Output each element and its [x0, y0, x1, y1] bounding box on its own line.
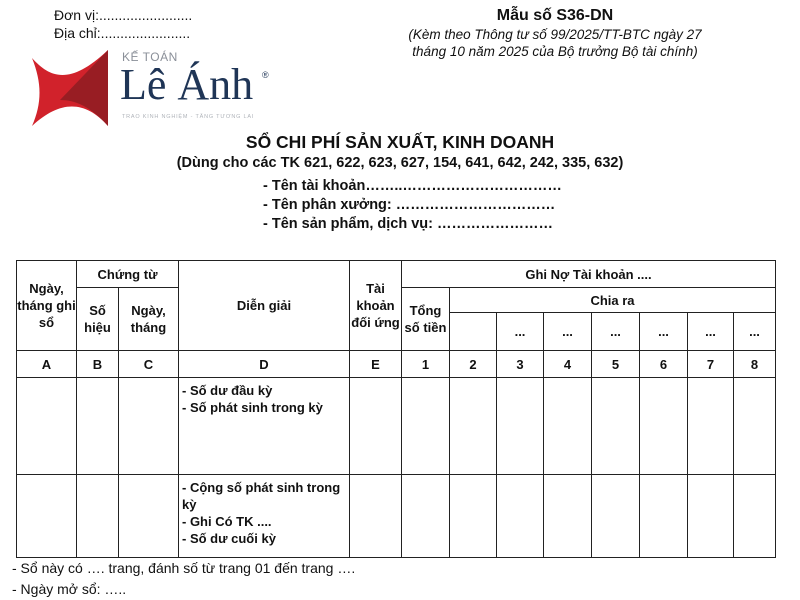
ledger-fields: [263, 177, 562, 234]
logo-top-text: KẾ TOÁN: [122, 50, 178, 64]
code-cell: 1: [402, 351, 450, 378]
form-number-block: [390, 6, 720, 60]
desc-closing-balance: - Số dư cuối kỳ: [182, 531, 276, 546]
cell-voucher-date[interactable]: [119, 475, 179, 558]
form-reference-line1: (Kèm theo Thông tư số 99/2025/TT-BTC ngày 27: [408, 27, 702, 42]
ledger-table: [16, 260, 776, 558]
unit-label: Đơn vị:........................: [54, 7, 193, 23]
cell-amount[interactable]: [544, 378, 592, 475]
ledger-footer: [12, 558, 355, 600]
desc-credit-account: - Ghi Có TK ....: [182, 514, 272, 529]
cell-amount[interactable]: [688, 378, 734, 475]
field-product-name: - Tên sản phẩm, dịch vụ: ……………………: [263, 216, 554, 232]
breakdown-col-3: ...: [497, 313, 544, 351]
header-voucher-no: Số hiệu: [77, 288, 119, 351]
cell-amount[interactable]: [688, 475, 734, 558]
footer-open-date: - Ngày mở sổ: …..: [12, 581, 127, 597]
code-cell: 7: [688, 351, 734, 378]
cell-total[interactable]: [402, 475, 450, 558]
table-row: [17, 475, 776, 558]
desc-total-arising: - Cộng số phát sinh trong kỳ: [182, 480, 341, 512]
breakdown-col-7: ...: [688, 313, 734, 351]
form-reference-line2: tháng 10 năm 2025 của Bộ trưởng Bộ tài chính): [412, 44, 698, 59]
field-account-name: - Tên tài khoản……..……………………………: [263, 178, 562, 194]
ledger-title: SỔ CHI PHÍ SẢN XUẤT, KINH DOANH: [245, 132, 555, 152]
code-cell: 5: [592, 351, 640, 378]
code-cell: C: [119, 351, 179, 378]
cell-voucher-no[interactable]: [77, 475, 119, 558]
code-cell: 6: [640, 351, 688, 378]
unit-info: [54, 6, 192, 42]
registered-mark: ®: [262, 70, 269, 80]
logo-main-text: Lê Ánh: [120, 60, 254, 109]
header-description: Diễn giải: [179, 261, 350, 351]
header-date: Ngày, tháng ghi sổ: [17, 261, 77, 351]
header-debit-account: Ghi Nợ Tài khoản ....: [402, 261, 776, 288]
cell-total[interactable]: [402, 378, 450, 475]
cell-amount[interactable]: [592, 378, 640, 475]
cell-counter-account[interactable]: [350, 378, 402, 475]
table-row: [17, 378, 776, 475]
code-cell: 3: [497, 351, 544, 378]
cell-amount[interactable]: [592, 475, 640, 558]
company-logo: [30, 48, 280, 128]
header-total: Tổng số tiền: [402, 288, 450, 351]
code-cell: 4: [544, 351, 592, 378]
code-cell: A: [17, 351, 77, 378]
cell-date[interactable]: [17, 475, 77, 558]
ledger-subtitle: (Dùng cho các TK 621, 622, 623, 627, 154, 641, 642, 242, 335, 632): [176, 155, 624, 171]
header-counter-account: Tài khoản đối ứng: [350, 261, 402, 351]
logo-tagline: TRAO KINH NGHIỆM - TĂNG TƯƠNG LAI: [122, 114, 255, 120]
desc-opening-balance: - Số dư đầu kỳ: [182, 383, 273, 398]
breakdown-col-4: ...: [544, 313, 592, 351]
code-cell: E: [350, 351, 402, 378]
cell-amount[interactable]: [640, 378, 688, 475]
cell-voucher-date[interactable]: [119, 378, 179, 475]
address-label: Địa chỉ:.......................: [54, 25, 191, 41]
cell-amount[interactable]: [497, 378, 544, 475]
breakdown-col-2: [450, 313, 497, 351]
header-voucher: Chứng từ: [77, 261, 179, 288]
cell-amount[interactable]: [450, 378, 497, 475]
code-cell: B: [77, 351, 119, 378]
cell-description: [179, 378, 350, 475]
cell-description: [179, 475, 350, 558]
header-breakdown: Chia ra: [450, 288, 776, 313]
code-cell: 8: [734, 351, 776, 378]
cell-amount[interactable]: [450, 475, 497, 558]
code-row: [17, 351, 776, 378]
cell-date[interactable]: [17, 378, 77, 475]
cell-amount[interactable]: [544, 475, 592, 558]
cell-amount[interactable]: [497, 475, 544, 558]
cell-amount[interactable]: [734, 475, 776, 558]
footer-pages-note: - Sổ này có …. trang, đánh số từ trang 01 đến trang ….: [12, 560, 356, 576]
cell-amount[interactable]: [640, 475, 688, 558]
cell-amount[interactable]: [734, 378, 776, 475]
cell-voucher-no[interactable]: [77, 378, 119, 475]
desc-period-arising: - Số phát sinh trong kỳ: [182, 400, 323, 415]
ledger-title-block: [0, 131, 800, 173]
header-voucher-date: Ngày, tháng: [119, 288, 179, 351]
breakdown-col-5: ...: [592, 313, 640, 351]
logo-mark-icon: [30, 48, 110, 128]
code-cell: 2: [450, 351, 497, 378]
breakdown-col-6: ...: [640, 313, 688, 351]
field-workshop-name: - Tên phân xưởng: ……………………………: [263, 197, 556, 213]
breakdown-col-8: ...: [734, 313, 776, 351]
code-cell: D: [179, 351, 350, 378]
form-code: Mẫu số S36-DN: [496, 7, 614, 24]
cell-counter-account[interactable]: [350, 475, 402, 558]
